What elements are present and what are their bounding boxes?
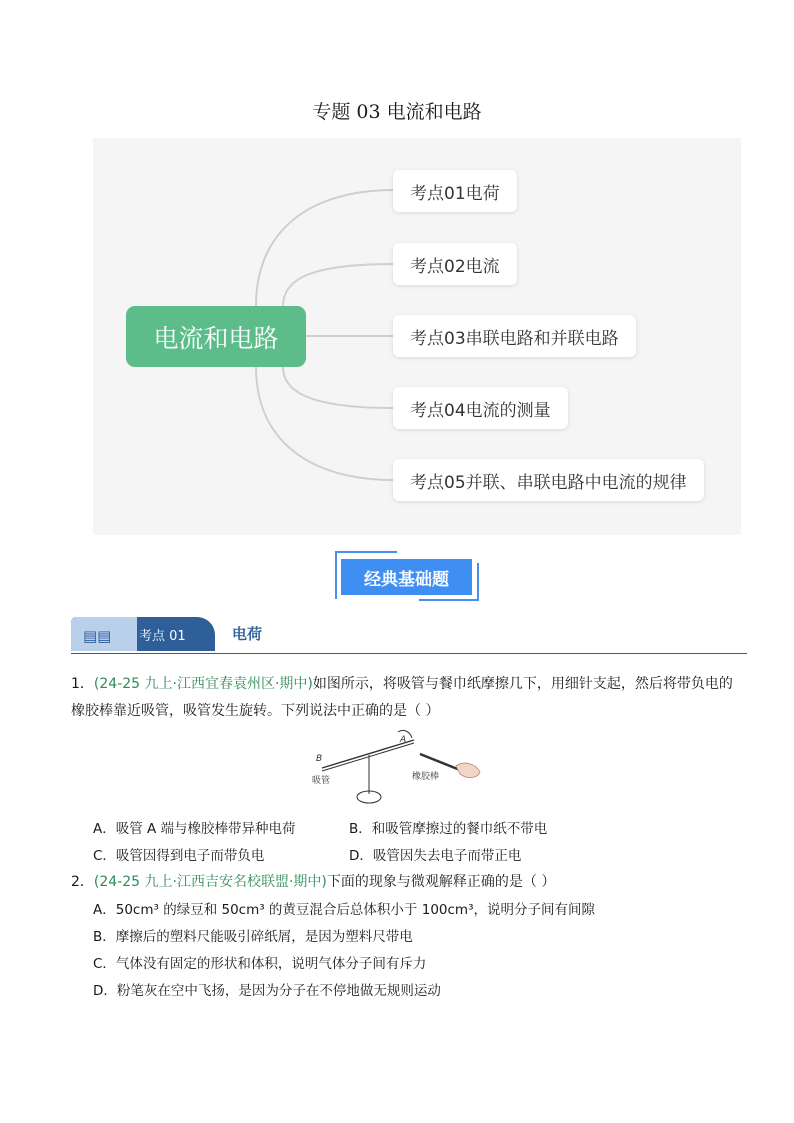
question-1-figure [308,722,488,808]
label-rod: 橡胶棒 [412,772,440,782]
question-2-source: (24-25 九上·江西吉安名校联盟·期中) [93,874,327,890]
straw-experiment-diagram [308,722,488,808]
question-1-option-c: C．吸管因得到电子而带负电 [93,848,265,864]
mind-map-root: 电流和电路 [126,306,306,367]
label-straw: 吸管 [312,776,331,786]
question-2-option-a: A．50cm³ 的绿豆和 50cm³ 的黄豆混合后总体积小于 100cm³，说明分子间有间隙 [93,902,595,918]
section-banner-label: 经典基础题 [341,559,472,595]
question-2-text-1: 下面的现象与微观解释正确的是（ ） [326,874,556,890]
question-2-number: 2． [71,874,94,890]
question-2-line-1 [71,871,555,891]
question-1-line-2: 橡胶棒靠近吸管，吸管发生旋转。下列说法中正确的是（ ） [71,703,440,719]
question-2-option-b: B．摩擦后的塑料尺能吸引碎纸屑，是因为塑料尺带电 [93,929,413,945]
mind-map-branch-2: 考点02电流 [393,243,517,285]
mind-map-branch-3: 考点03串联电路和并联电路 [393,315,636,357]
book-icon: ▤▤ [83,627,112,645]
connector-5 [256,367,393,480]
label-a: A [400,735,407,745]
mind-map [93,138,741,535]
label-b: B [316,754,323,764]
page-title: 专题 03 电流和电路 [312,101,482,123]
connector-4 [283,367,393,408]
question-1-option-a: A．吸管 A 端与橡胶棒带异种电荷 [93,821,296,837]
topic-name: 电荷 [232,625,263,643]
connector-2 [283,264,393,306]
topic-label: 考点 01 [139,629,186,644]
question-1-source: (24-25 九上·江西宜春袁州区·期中) [93,676,313,692]
mind-map-branch-1: 考点01电荷 [393,170,517,212]
question-2-option-c: C．气体没有固定的形状和体积，说明气体分子间有斥力 [93,956,427,972]
question-1-line-1 [71,673,733,693]
mind-map-branch-4: 考点04电流的测量 [393,387,568,429]
section-banner [335,551,481,603]
question-2-option-d: D．粉笔灰在空中飞扬，是因为分子在不停地做无规则运动 [93,983,441,999]
mind-map-branch-5: 考点05并联、串联电路中电流的规律 [393,459,704,501]
connector-1 [256,190,393,306]
topic-divider [71,653,747,654]
question-1-text-1: 如图所示，将吸管与餐巾纸摩擦几下，用细针支起，然后将带负电的 [312,676,733,692]
question-1-number: 1． [71,676,94,692]
question-1-option-b: B．和吸管摩擦过的餐巾纸不带电 [349,821,548,837]
topic-header [71,616,747,656]
question-1-option-d: D．吸管因失去电子而带正电 [349,848,522,864]
